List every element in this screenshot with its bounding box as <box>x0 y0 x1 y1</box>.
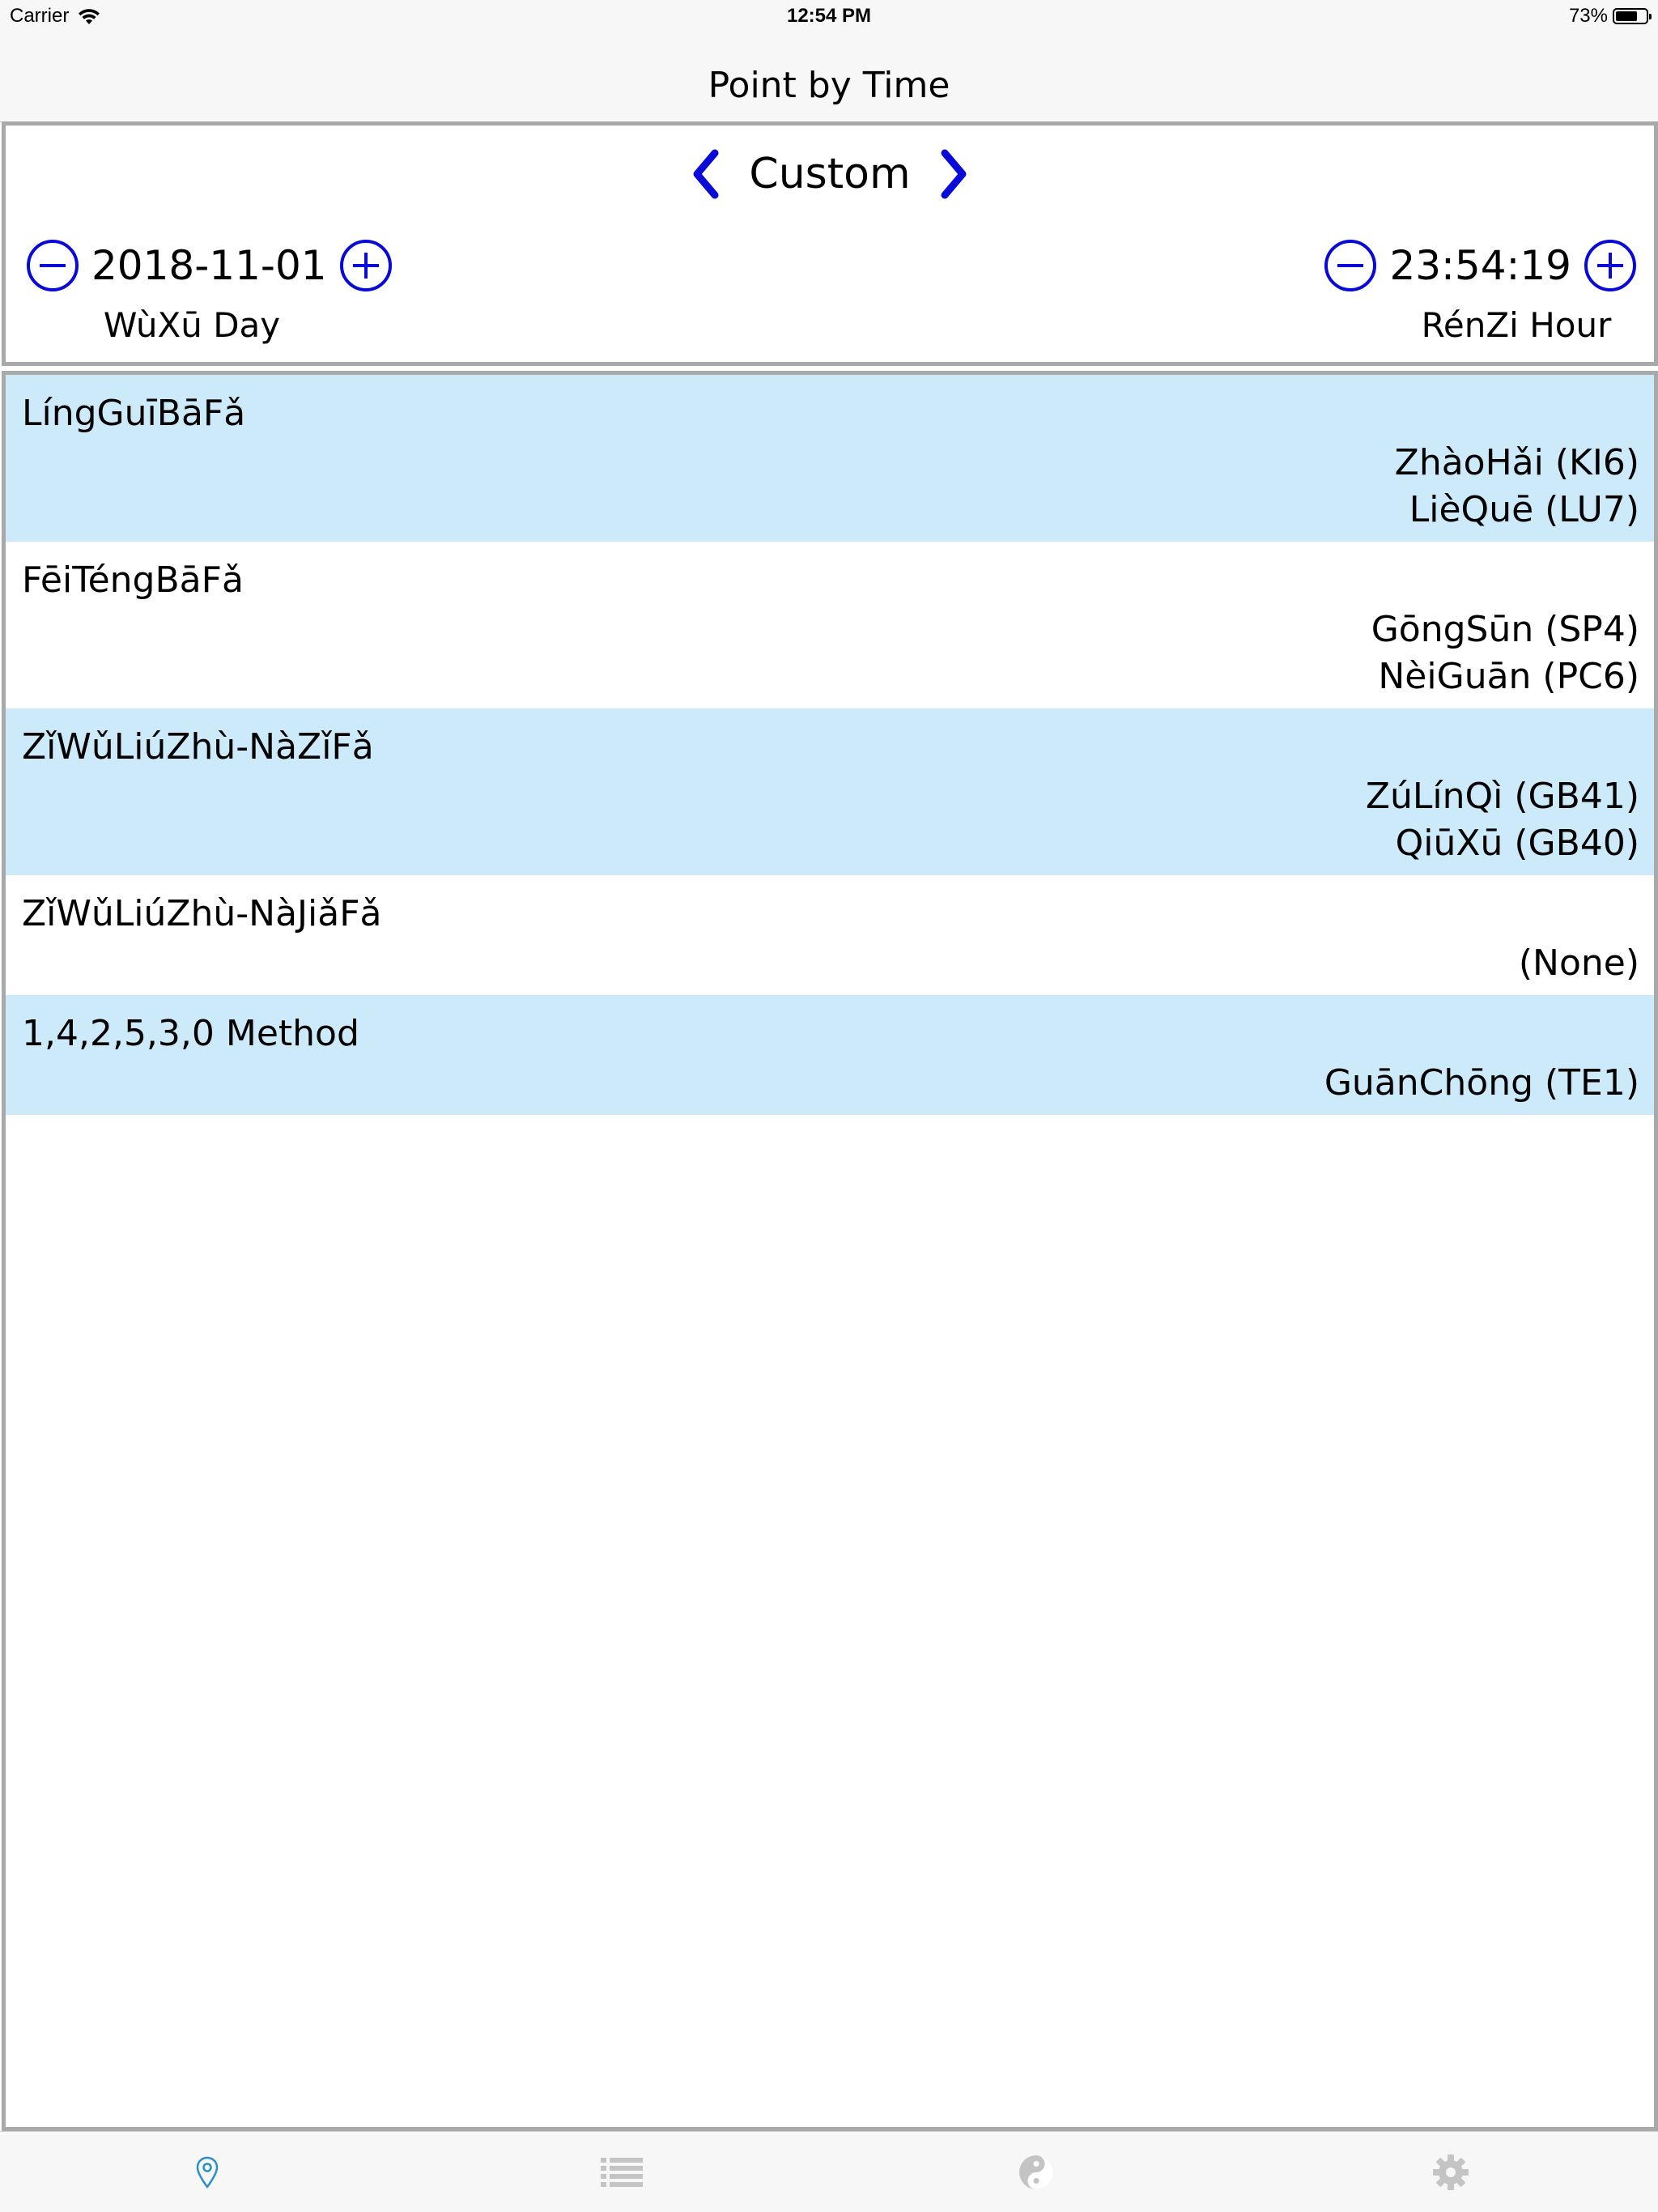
mode-label: Custom <box>749 150 911 198</box>
battery-percent: 73% <box>1568 5 1608 27</box>
hour-label: RénZi Hour <box>1421 305 1612 345</box>
gear-icon <box>1431 2153 1470 2192</box>
location-pin-icon <box>194 2155 220 2189</box>
status-time: 12:54 PM <box>786 5 872 27</box>
point-list <box>1324 1060 1639 1107</box>
acupoint-label: NèiGuān (PC6) <box>1378 656 1639 697</box>
chevron-right-icon <box>938 148 971 200</box>
time-selector-panel <box>2 121 1658 366</box>
carrier-label: Carrier <box>10 5 70 27</box>
tab-list[interactable] <box>414 2132 829 2212</box>
acupoint-label: ZúLínQì (GB41) <box>1365 776 1639 817</box>
date-decrement-button[interactable] <box>25 238 80 293</box>
tab-settings[interactable] <box>1244 2132 1658 2212</box>
status-bar <box>0 0 1658 32</box>
date-value: 2018-11-01 <box>91 242 327 289</box>
method-name: ZǐWǔLiúZhù-NàJiǎFǎ <box>22 893 382 934</box>
method-name: 1,4,2,5,3,0 Method <box>22 1013 359 1054</box>
time-stepper <box>1323 237 1638 294</box>
previous-mode-button[interactable] <box>681 142 729 206</box>
page-title: Point by Time <box>708 65 950 106</box>
acupoint-label: GuānChōng (TE1) <box>1324 1062 1639 1104</box>
list-icon <box>599 2155 644 2190</box>
method-name: ZǐWǔLiúZhù-NàZǐFǎ <box>22 726 374 768</box>
next-mode-button[interactable] <box>930 142 979 206</box>
day-label: WùXū Day <box>103 305 281 345</box>
point-list <box>1371 606 1639 700</box>
status-battery-group <box>1569 5 1648 28</box>
tab-yin-yang[interactable] <box>829 2132 1244 2212</box>
list-item[interactable] <box>6 995 1654 1115</box>
navigation-bar <box>0 32 1658 122</box>
acupoint-label: ZhàoHǎi (KI6) <box>1394 442 1639 483</box>
yin-yang-icon <box>1018 2154 1055 2191</box>
method-results-list <box>2 371 1658 2131</box>
time-decrement-button[interactable] <box>1323 238 1378 293</box>
point-list <box>1366 773 1639 867</box>
battery-icon <box>1613 8 1648 24</box>
list-item[interactable] <box>6 542 1654 708</box>
battery-level-fill <box>1616 11 1637 21</box>
date-increment-button[interactable] <box>338 238 393 293</box>
mode-selector <box>6 142 1654 206</box>
time-increment-button[interactable] <box>1583 238 1638 293</box>
list-item[interactable] <box>6 375 1654 542</box>
chevron-left-icon <box>689 148 721 200</box>
list-item[interactable] <box>6 875 1654 995</box>
tab-bar <box>0 2131 1658 2212</box>
method-name: FēiTéngBāFǎ <box>22 559 244 601</box>
acupoint-label: (None) <box>1518 942 1639 984</box>
acupoint-label: QiūXū (GB40) <box>1395 823 1639 864</box>
list-item[interactable] <box>6 708 1654 875</box>
time-value: 23:54:19 <box>1389 242 1571 289</box>
acupoint-label: GōngSūn (SP4) <box>1371 609 1639 650</box>
point-list <box>1519 940 1639 987</box>
tab-point-by-time[interactable] <box>0 2132 414 2212</box>
acupoint-label: LièQuē (LU7) <box>1409 489 1639 530</box>
date-stepper <box>25 237 393 294</box>
point-list <box>1395 440 1639 534</box>
method-name: LíngGuīBāFǎ <box>22 393 246 434</box>
